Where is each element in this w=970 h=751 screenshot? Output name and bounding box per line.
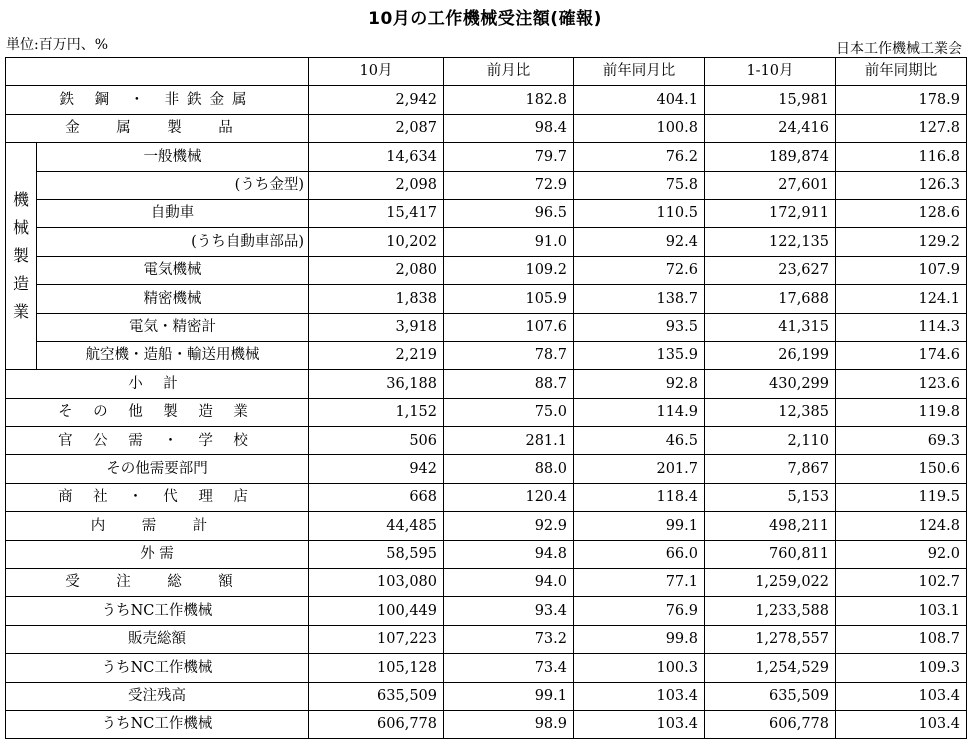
table-row xyxy=(6,171,967,199)
table-row xyxy=(6,370,967,398)
table-cell-value: 12,385 xyxy=(705,398,836,426)
table-cell-value: 2,110 xyxy=(705,427,836,455)
table-cell-value: 5,153 xyxy=(705,483,836,511)
table-row xyxy=(6,143,967,171)
table-cell-value: 36,188 xyxy=(309,370,444,398)
table-row xyxy=(6,398,967,426)
row-label: (うち金型) xyxy=(37,171,309,199)
table-cell-value: 124.1 xyxy=(836,285,967,313)
table-cell-value: 506 xyxy=(309,427,444,455)
table-cell-value: 15,981 xyxy=(705,86,836,114)
table-cell-value: 281.1 xyxy=(444,427,574,455)
table-cell-value: 124.8 xyxy=(836,512,967,540)
col-header: 前月比 xyxy=(444,58,574,86)
group-label-char: 業 xyxy=(12,302,29,322)
table-cell-value: 174.6 xyxy=(836,341,967,369)
table-cell-value: 24,416 xyxy=(705,114,836,142)
table-cell-value: 88.7 xyxy=(444,370,574,398)
table-cell-value: 498,211 xyxy=(705,512,836,540)
table-cell-value: 606,778 xyxy=(705,710,836,738)
table-cell-value: 606,778 xyxy=(309,710,444,738)
row-label: 受 注 総 額 xyxy=(6,569,309,597)
table-cell-value: 98.4 xyxy=(444,114,574,142)
orders-table xyxy=(5,57,967,739)
table-cell-value: 114.9 xyxy=(574,398,705,426)
table-row xyxy=(6,341,967,369)
unit-note: 単位:百万円、% xyxy=(6,37,109,53)
table-row xyxy=(6,256,967,284)
table-cell-value: 94.0 xyxy=(444,569,574,597)
table-cell-value: 92.8 xyxy=(574,370,705,398)
table-cell-value: 107,223 xyxy=(309,625,444,653)
table-cell-value: 122,135 xyxy=(705,228,836,256)
table-cell-value: 58,595 xyxy=(309,540,444,568)
table-cell-value: 635,509 xyxy=(309,682,444,710)
table-cell-value: 75.8 xyxy=(574,171,705,199)
table-cell-value: 46.5 xyxy=(574,427,705,455)
row-label: そ の 他 製 造 業 xyxy=(6,398,309,426)
table-cell-value: 102.7 xyxy=(836,569,967,597)
group-label-char: 製 xyxy=(12,246,29,266)
table-cell-value: 96.5 xyxy=(444,199,574,227)
table-cell-value: 119.5 xyxy=(836,483,967,511)
header-row xyxy=(6,58,967,86)
table-cell-value: 14,634 xyxy=(309,143,444,171)
table-row xyxy=(6,654,967,682)
table-cell-value: 135.9 xyxy=(574,341,705,369)
table-cell-value: 109.3 xyxy=(836,654,967,682)
group-label-char: 機 xyxy=(12,190,29,210)
table-cell-value: 182.8 xyxy=(444,86,574,114)
table-cell-value: 92.0 xyxy=(836,540,967,568)
table-cell-value: 178.9 xyxy=(836,86,967,114)
row-label: 小 計 xyxy=(6,370,309,398)
table-cell-value: 103.4 xyxy=(574,682,705,710)
table-cell-value: 73.4 xyxy=(444,654,574,682)
table-cell-value: 108.7 xyxy=(836,625,967,653)
table-cell-value: 110.5 xyxy=(574,199,705,227)
table-row xyxy=(6,625,967,653)
table-cell-value: 75.0 xyxy=(444,398,574,426)
table-cell-value: 66.0 xyxy=(574,540,705,568)
group-label-machinery xyxy=(6,143,37,370)
table-cell-value: 126.3 xyxy=(836,171,967,199)
table-cell-value: 118.4 xyxy=(574,483,705,511)
table-cell-value: 44,485 xyxy=(309,512,444,540)
row-label: うちNC工作機械 xyxy=(6,710,309,738)
col-header: 1-10月 xyxy=(705,58,836,86)
table-cell-value: 2,942 xyxy=(309,86,444,114)
page-title: 10月の工作機械受注額(確報) xyxy=(368,9,602,29)
table-cell-value: 72.6 xyxy=(574,256,705,284)
row-label: 電気・精密計 xyxy=(37,313,309,341)
table-cell-value: 1,233,588 xyxy=(705,597,836,625)
row-label: 外 需 xyxy=(6,540,309,568)
table-cell-value: 7,867 xyxy=(705,455,836,483)
table-cell-value: 109.2 xyxy=(444,256,574,284)
row-label: その他需要部門 xyxy=(6,455,309,483)
row-label: 金 属 製 品 xyxy=(6,114,309,142)
table-cell-value: 103,080 xyxy=(309,569,444,597)
row-label: 商 社 ・ 代 理 店 xyxy=(6,483,309,511)
table-cell-value: 172,911 xyxy=(705,199,836,227)
table-cell-value: 10,202 xyxy=(309,228,444,256)
table-cell-value: 150.6 xyxy=(836,455,967,483)
row-label: 精密機械 xyxy=(37,285,309,313)
table-cell-value: 119.8 xyxy=(836,398,967,426)
group-label-char: 械 xyxy=(12,218,29,238)
table-cell-value: 100,449 xyxy=(309,597,444,625)
row-label: 航空機・造船・輸送用機械 xyxy=(37,341,309,369)
table-cell-value: 103.4 xyxy=(574,710,705,738)
table-cell-value: 107.6 xyxy=(444,313,574,341)
table-row xyxy=(6,682,967,710)
table-cell-value: 1,838 xyxy=(309,285,444,313)
table-cell-value: 103.4 xyxy=(836,682,967,710)
table-cell-value: 2,080 xyxy=(309,256,444,284)
table-cell-value: 1,259,022 xyxy=(705,569,836,597)
table-cell-value: 92.4 xyxy=(574,228,705,256)
table-cell-value: 41,315 xyxy=(705,313,836,341)
table-row xyxy=(6,710,967,738)
table-cell-value: 77.1 xyxy=(574,569,705,597)
table-cell-value: 73.2 xyxy=(444,625,574,653)
row-label: 内 需 計 xyxy=(6,512,309,540)
table-cell-value: 120.4 xyxy=(444,483,574,511)
table-cell-value: 99.1 xyxy=(444,682,574,710)
table-cell-value: 103.1 xyxy=(836,597,967,625)
col-header: 前年同月比 xyxy=(574,58,705,86)
row-label: 電気機械 xyxy=(37,256,309,284)
row-label: 自動車 xyxy=(37,199,309,227)
table-cell-value: 942 xyxy=(309,455,444,483)
table-cell-value: 107.9 xyxy=(836,256,967,284)
table-row xyxy=(6,427,967,455)
table-cell-value: 128.6 xyxy=(836,199,967,227)
table-cell-value: 100.3 xyxy=(574,654,705,682)
table-cell-value: 27,601 xyxy=(705,171,836,199)
table-cell-value: 99.1 xyxy=(574,512,705,540)
table-cell-value: 404.1 xyxy=(574,86,705,114)
row-label: (うち自動車部品) xyxy=(37,228,309,256)
table-cell-value: 201.7 xyxy=(574,455,705,483)
table-cell-value: 100.8 xyxy=(574,114,705,142)
table-cell-value: 93.5 xyxy=(574,313,705,341)
col-header: 10月 xyxy=(309,58,444,86)
table-cell-value: 69.3 xyxy=(836,427,967,455)
table-cell-value: 23,627 xyxy=(705,256,836,284)
table-row xyxy=(6,285,967,313)
table-cell-value: 78.7 xyxy=(444,341,574,369)
table-row xyxy=(6,540,967,568)
table-cell-value: 79.7 xyxy=(444,143,574,171)
table-cell-value: 129.2 xyxy=(836,228,967,256)
table-cell-value: 1,152 xyxy=(309,398,444,426)
table-cell-value: 93.4 xyxy=(444,597,574,625)
table-row xyxy=(6,512,967,540)
table-row xyxy=(6,569,967,597)
table-cell-value: 1,278,557 xyxy=(705,625,836,653)
table-cell-value: 105.9 xyxy=(444,285,574,313)
col-header: 前年同期比 xyxy=(836,58,967,86)
table-cell-value: 88.0 xyxy=(444,455,574,483)
table-row xyxy=(6,597,967,625)
row-label: 販売総額 xyxy=(6,625,309,653)
table-cell-value: 123.6 xyxy=(836,370,967,398)
table-cell-value: 138.7 xyxy=(574,285,705,313)
table-cell-value: 2,098 xyxy=(309,171,444,199)
table-cell-value: 94.8 xyxy=(444,540,574,568)
table-cell-value: 635,509 xyxy=(705,682,836,710)
table-cell-value: 91.0 xyxy=(444,228,574,256)
table-cell-value: 103.4 xyxy=(836,710,967,738)
table-cell-value: 98.9 xyxy=(444,710,574,738)
table-cell-value: 1,254,529 xyxy=(705,654,836,682)
table-cell-value: 105,128 xyxy=(309,654,444,682)
organization-name: 日本工作機械工業会 xyxy=(836,41,962,57)
table-row xyxy=(6,228,967,256)
table-row xyxy=(6,199,967,227)
table-cell-value: 760,811 xyxy=(705,540,836,568)
table-cell-value: 127.8 xyxy=(836,114,967,142)
row-label: うちNC工作機械 xyxy=(6,654,309,682)
table-row xyxy=(6,114,967,142)
table-cell-value: 76.2 xyxy=(574,143,705,171)
row-label: 官 公 需 ・ 学 校 xyxy=(6,427,309,455)
row-label: うちNC工作機械 xyxy=(6,597,309,625)
table-cell-value: 3,918 xyxy=(309,313,444,341)
table-cell-value: 17,688 xyxy=(705,285,836,313)
table-row xyxy=(6,483,967,511)
row-label: 一般機械 xyxy=(37,143,309,171)
table-cell-value: 114.3 xyxy=(836,313,967,341)
table-row xyxy=(6,86,967,114)
table-cell-value: 99.8 xyxy=(574,625,705,653)
row-label: 受注残高 xyxy=(6,682,309,710)
table-cell-value: 189,874 xyxy=(705,143,836,171)
table-cell-value: 668 xyxy=(309,483,444,511)
row-label: 鉄 鋼 ・ 非鉄金属 xyxy=(6,86,309,114)
group-label-char: 造 xyxy=(12,274,29,294)
table-cell-value: 26,199 xyxy=(705,341,836,369)
table-cell-value: 76.9 xyxy=(574,597,705,625)
table-cell-value: 92.9 xyxy=(444,512,574,540)
table-cell-value: 72.9 xyxy=(444,171,574,199)
table-cell-value: 15,417 xyxy=(309,199,444,227)
table-cell-value: 2,219 xyxy=(309,341,444,369)
table-cell-value: 116.8 xyxy=(836,143,967,171)
table-row xyxy=(6,313,967,341)
table-cell-value: 430,299 xyxy=(705,370,836,398)
header-label-cell xyxy=(6,58,309,86)
table-cell-value: 2,087 xyxy=(309,114,444,142)
table-row xyxy=(6,455,967,483)
